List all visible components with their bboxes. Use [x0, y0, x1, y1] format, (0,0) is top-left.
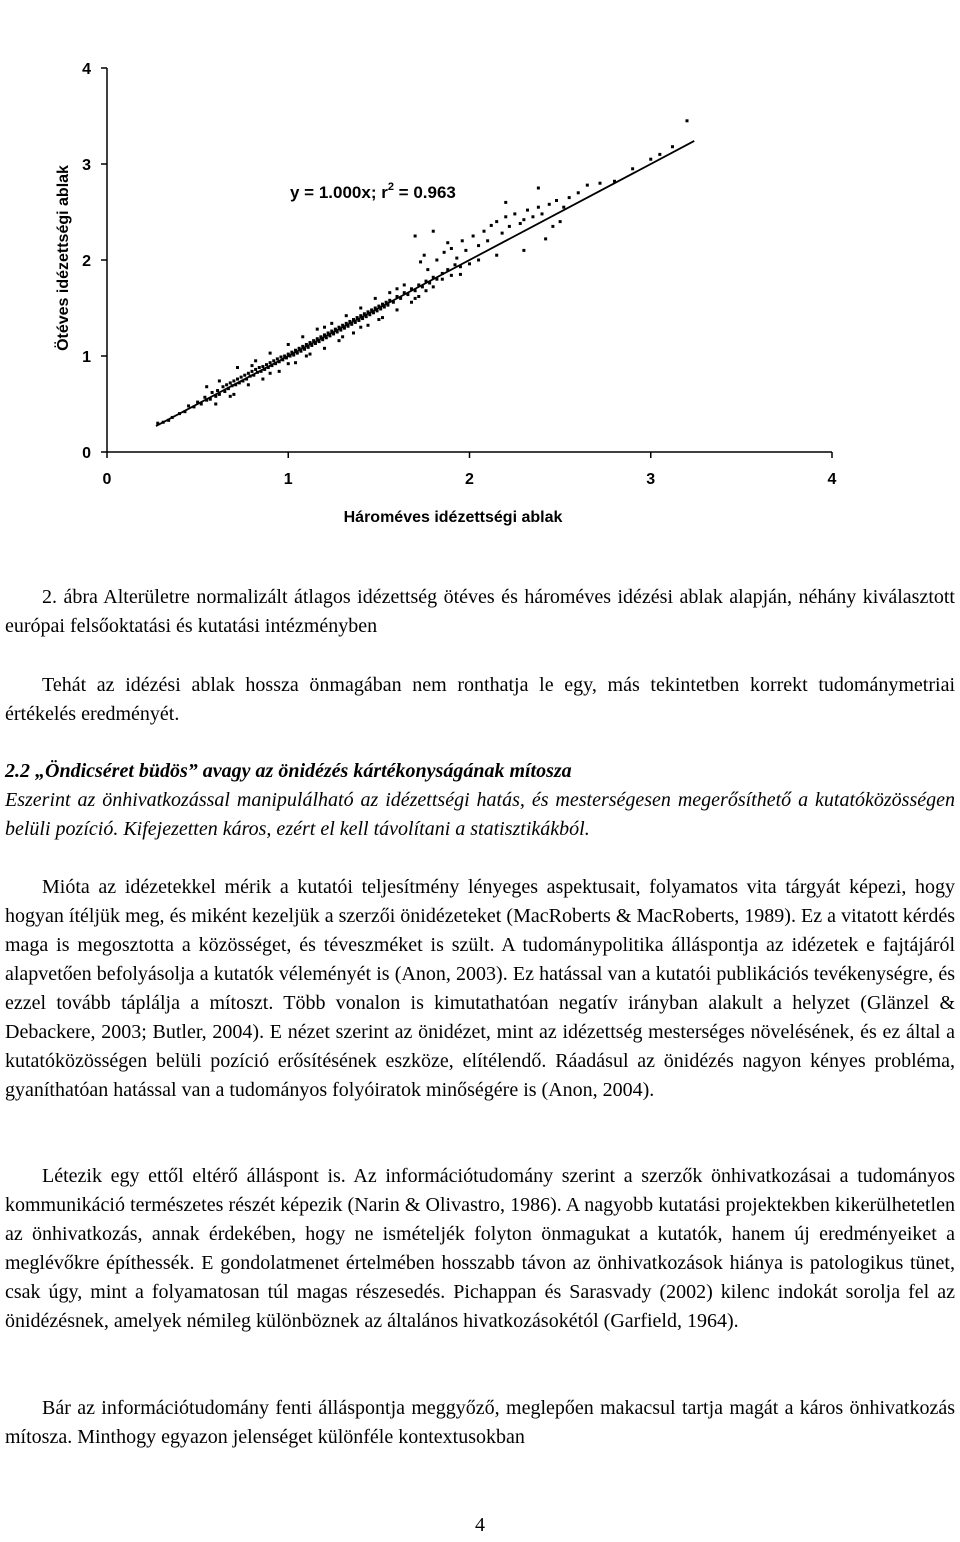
data-point: [504, 201, 507, 204]
data-point: [559, 220, 562, 223]
data-point: [216, 389, 219, 392]
data-point: [269, 372, 272, 375]
y-tick-label: 2: [82, 253, 91, 270]
x-tick-label: 3: [646, 471, 656, 488]
data-point: [269, 361, 272, 364]
data-point: [254, 359, 257, 362]
data-point: [240, 376, 243, 379]
data-point: [435, 259, 438, 262]
data-point: [338, 339, 341, 342]
data-point: [432, 285, 435, 288]
data-point: [551, 225, 554, 228]
data-point: [649, 158, 652, 161]
data-point: [232, 379, 235, 382]
x-axis-label: Hároméves idézettségi ablak: [343, 509, 563, 526]
data-point: [426, 268, 429, 271]
data-point: [272, 359, 275, 362]
data-point: [586, 184, 589, 187]
scatter-chart: [28, 0, 848, 550]
data-point: [631, 167, 634, 170]
data-point: [225, 383, 228, 386]
data-point: [276, 357, 279, 360]
data-point: [443, 251, 446, 254]
data-point: [658, 153, 661, 156]
data-point: [374, 297, 377, 300]
data-point: [323, 347, 326, 350]
regression-annotation: y = 1.000x; $r^2 = 0.963$: [290, 181, 456, 202]
data-point: [247, 383, 250, 386]
data-point: [410, 301, 413, 304]
data-point: [287, 362, 290, 365]
data-point: [568, 196, 571, 199]
data-point: [501, 232, 504, 235]
data-point: [519, 222, 522, 225]
data-point: [495, 220, 498, 223]
data-point: [450, 274, 453, 277]
data-point: [483, 230, 486, 233]
y-tick-label: 4: [82, 61, 91, 78]
data-point: [381, 316, 384, 319]
data-point: [477, 244, 480, 247]
data-point: [455, 257, 458, 260]
data-point: [323, 326, 326, 329]
paragraph: Létezik egy ettől eltérő álláspont is. Az információtudomány szerint a szerzők önhivatkozásai a tudományos kommunikáció természetes részét képezik (Narin & Olivastro, 1986). A nagyobb kutatási projektekben kikerülhetetlen az önhivatkozás, annak érdekében, hogy ne ismételjék folyton önmagukat a kutatók, hanem új eredményeiket a meglévőkre építhessék. E gondolatmenet értelmében hosszabb távon az önhivatkozások hiánya is patologikus tünet, csak úgy, mint a folyamatosan túl magas részesedés. Pichappan és Sarasvady (2002) kilenc indokát sorolja fel az önidézésnek, amelyek némileg különböznek az általános hivatkozásokétól (Garfield, 1964).: [5, 1165, 955, 1332]
data-point: [522, 249, 525, 252]
page-number: 4: [475, 1514, 485, 1536]
data-point: [423, 254, 426, 257]
data-point: [464, 249, 467, 252]
data-point: [359, 326, 362, 329]
data-point: [419, 260, 422, 263]
data-point: [388, 291, 391, 294]
y-axis-label: Ötéves idézettségi ablak: [55, 165, 72, 351]
data-point: [229, 395, 232, 398]
x-tick-label: 2: [465, 471, 474, 488]
data-point: [218, 379, 221, 382]
y-tick-label: 0: [82, 445, 91, 462]
data-point: [461, 239, 464, 242]
data-point: [211, 391, 214, 394]
paragraph: Bár az információtudomány fenti álláspontja meggyőző, meglepően makacsul tartja magát a káros önhivatkozás mítosza. Minthogy egyazon jelenséget különféle kontextusokban: [5, 1397, 955, 1448]
data-point: [205, 385, 208, 388]
data-point: [537, 206, 540, 209]
x-tick-label: 4: [827, 471, 837, 488]
y-tick-label: 1: [82, 349, 91, 366]
data-point: [477, 259, 480, 262]
data-point: [187, 404, 190, 407]
chart-background: [28, 0, 848, 550]
data-point: [403, 283, 406, 286]
data-point: [341, 335, 344, 338]
x-tick-label: 1: [283, 471, 293, 488]
section-title: 2.2 „Öndicséret büdös” avagy az önidézés kártékonyságának mítosza: [5, 760, 572, 782]
data-point: [504, 215, 507, 218]
data-point: [446, 241, 449, 244]
data-point: [247, 372, 250, 375]
data-point: [432, 230, 435, 233]
data-point: [377, 318, 380, 321]
data-point: [544, 237, 547, 240]
data-point: [251, 364, 254, 367]
data-point: [345, 314, 348, 317]
data-point: [454, 263, 457, 266]
data-point: [203, 396, 206, 399]
data-point: [414, 297, 417, 300]
data-point: [490, 224, 493, 227]
data-point: [548, 203, 551, 206]
data-point: [562, 206, 565, 209]
data-point: [243, 374, 246, 377]
data-point: [450, 247, 453, 250]
data-point: [486, 239, 489, 242]
data-point: [522, 218, 525, 221]
data-point: [261, 365, 264, 368]
data-point: [258, 366, 261, 369]
data-point: [214, 403, 217, 406]
data-point: [513, 212, 516, 215]
data-point: [278, 370, 281, 373]
data-point: [367, 324, 370, 327]
figure-caption: 2. ábra Alterületre normalizált átlagos idézettség ötéves és hároméves idézési ablak alapján, néhány kiválasztott európai felsőoktatási és kutatási intézményben: [5, 586, 955, 637]
data-point: [269, 352, 272, 355]
data-point: [396, 287, 399, 290]
data-point: [425, 289, 428, 292]
data-point: [526, 209, 529, 212]
data-point: [330, 322, 333, 325]
data-point: [541, 212, 544, 215]
data-point: [352, 331, 355, 334]
myth-statement: Eszerint az önhivatkozással manipulálható az idézettségi hatás, és mesterségesen megerősíthető a kutatóközösségen belüli pozíció. Kifejezetten káros, ezért el kell távolítani a statisztikákból.: [5, 789, 955, 840]
data-point: [287, 343, 290, 346]
data-point: [508, 225, 511, 228]
data-point: [222, 385, 225, 388]
data-point: [305, 355, 308, 358]
paragraph: Mióta az idézetekkel mérik a kutatói teljesítmény lényeges aspektusait, folyamatos vita tárgyát képezi, hogy hogyan ítéljük meg, és miként kezeljük a szerzői önidézeteket (MacRoberts & MacRoberts, 1989). Ez a vitatott kérdés maga is megosztotta a közösséget, és téveszméket is szült. A tudománypolitika álláspontja az idézetek e fajtájáról alapvetően befolyásolja a kutatók véleményét is (Anon, 2003). Ez hatással van a kutatói publikációs tevékenységre, és ezzel tovább táplálja a mítoszt. Több vonalon is kimutathatóan negatív irányban alakult a helyzet (Glänzel & Debackere, 2003; Butler, 2004). E nézet szerint az önidézet, mint az idézettség mesterséges növelésének, és ez által a kutatóközösségen belüli pozíció erősítésének eszköze, elítélendő. Ráadásul az önidézés nagyon kényes probléma, gyaníthatóan hatással van a tudományos folyóiratok minőségére is (Anon, 2004).: [5, 876, 955, 1101]
data-point: [229, 381, 232, 384]
scatter-chart-svg: [28, 0, 848, 550]
data-point: [686, 119, 689, 122]
data-point: [261, 378, 264, 381]
data-point: [359, 307, 362, 310]
data-point: [577, 191, 580, 194]
data-point: [251, 370, 254, 373]
data-point: [414, 235, 417, 238]
data-point: [265, 363, 268, 366]
paragraph: Tehát az idézési ablak hossza önmagában nem ronthatja le egy, más tekintetben korrekt tudománymetriai értékelés eredményét.: [5, 674, 955, 725]
data-point: [531, 215, 534, 218]
data-point: [396, 308, 399, 311]
data-point: [417, 295, 420, 298]
data-point: [537, 187, 540, 190]
data-point: [468, 262, 471, 265]
data-point: [301, 335, 304, 338]
data-point: [294, 361, 297, 364]
data-point: [232, 393, 235, 396]
data-point: [309, 353, 312, 356]
data-point: [495, 254, 498, 257]
data-point: [599, 182, 602, 185]
data-point: [236, 366, 239, 369]
data-point: [459, 273, 462, 276]
data-point: [254, 368, 257, 371]
data-point: [555, 199, 558, 202]
data-point: [236, 378, 239, 381]
data-point: [472, 235, 475, 238]
data-point: [316, 328, 319, 331]
data-point: [441, 278, 444, 281]
data-point: [671, 145, 674, 148]
x-tick-label: 0: [102, 471, 112, 488]
data-point: [280, 355, 283, 358]
y-tick-label: 3: [82, 157, 91, 174]
